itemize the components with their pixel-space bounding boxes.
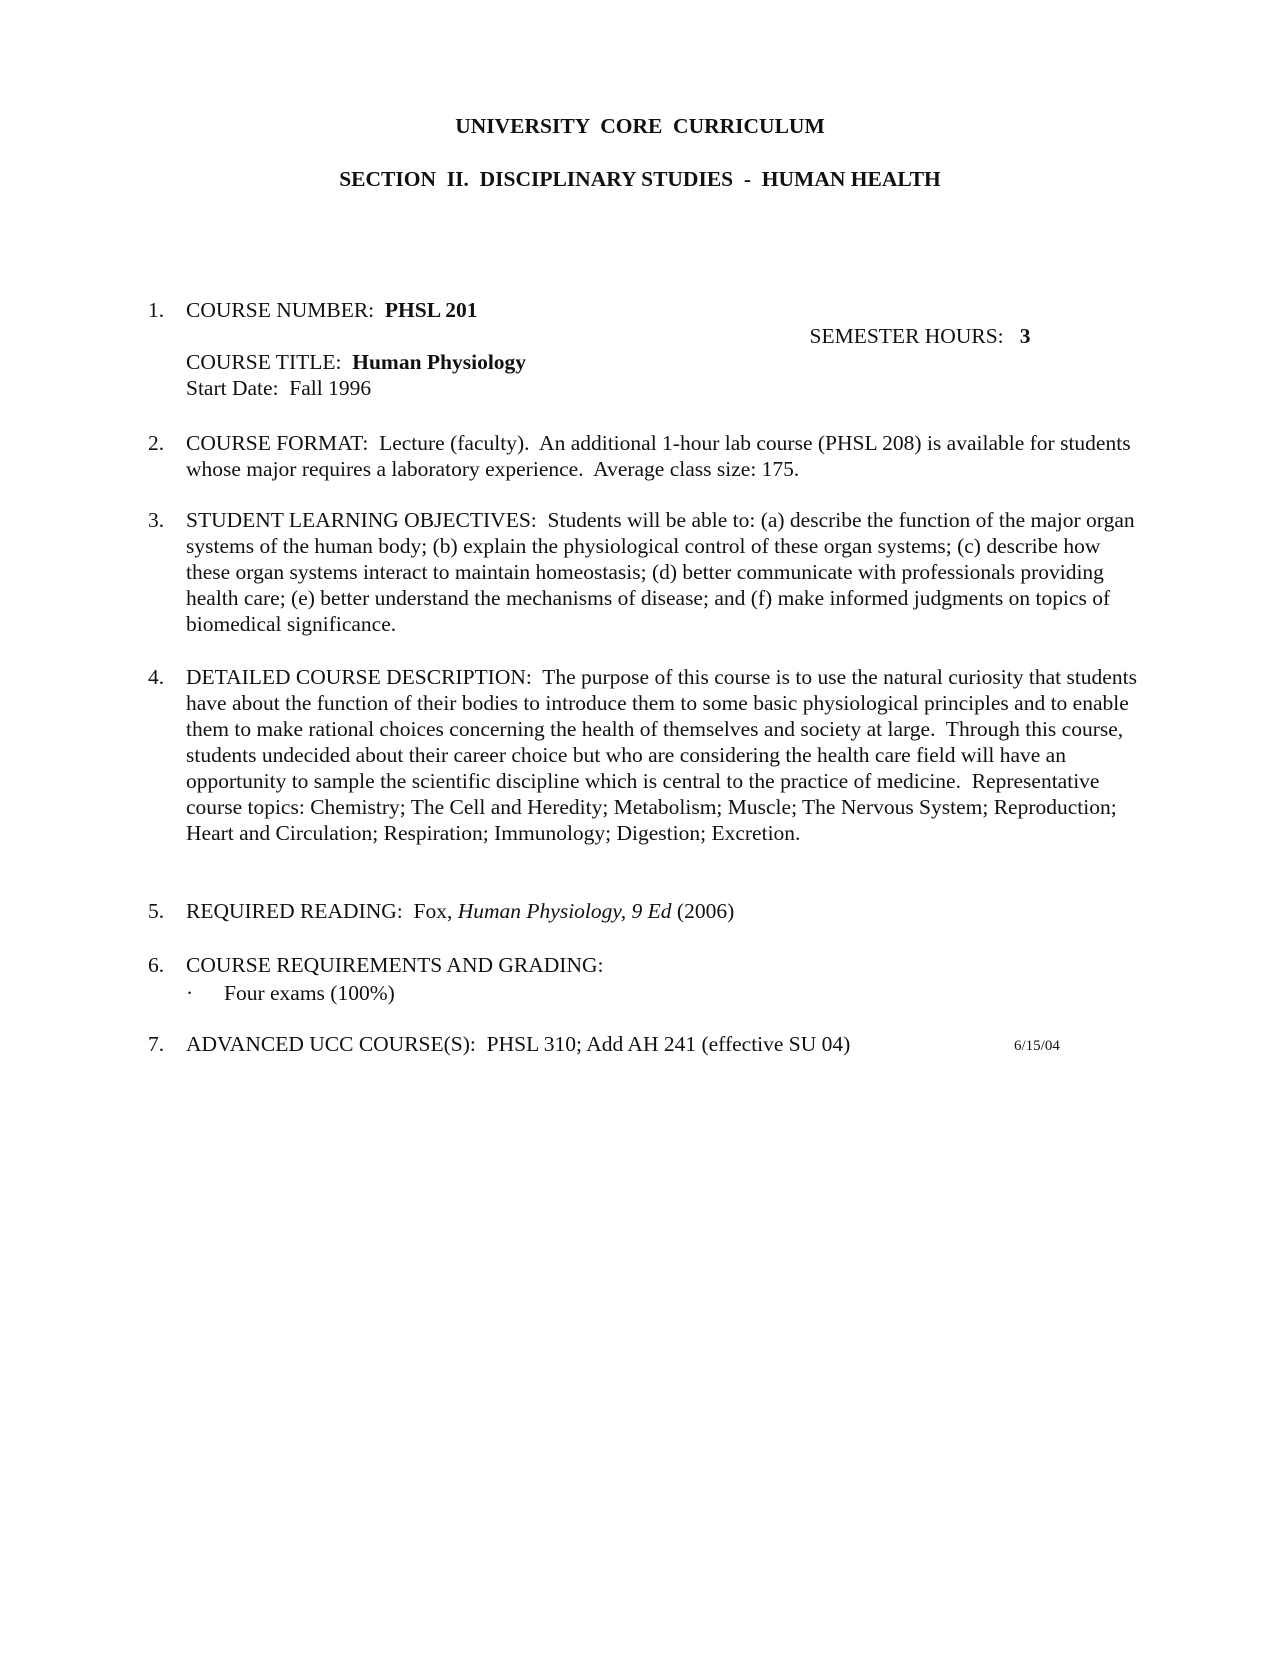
book-year: (2006) xyxy=(671,899,735,923)
item-number: 4. xyxy=(148,665,165,689)
course-format-text: COURSE FORMAT: Lecture (faculty). An additional 1-hour lab course (PHSL 208) is available for students whose major requires a laboratory experience. Average class size: 175. xyxy=(186,431,1136,481)
grading-bullet-text: Four exams (100%) xyxy=(224,981,395,1005)
grading-item xyxy=(148,952,1138,1006)
item-number: 3. xyxy=(148,508,165,532)
bullet-icon: · xyxy=(186,981,194,1005)
grading-label: COURSE REQUIREMENTS AND GRADING: xyxy=(186,953,604,977)
semester-hours-label: SEMESTER HOURS: xyxy=(809,324,1020,348)
advanced-courses-text: ADVANCED UCC COURSE(S): PHSL 310; Add AH 241 (effective SU 04) xyxy=(186,1032,851,1056)
section-title: SECTION II. DISCIPLINARY STUDIES - HUMAN HEALTH xyxy=(339,167,941,191)
document-title: UNIVERSITY CORE CURRICULUM xyxy=(455,114,825,138)
revision-date: 6/15/04 xyxy=(1014,1038,1060,1054)
course-description-text: DETAILED COURSE DESCRIPTION: The purpose of this course is to use the natural curiosity that students have about the function of their bodies to introduce them to some basic physiological principles and to enable them to make rational choices concerning the health of themselves and society at large. Through this course, students undecided about their career choice but who are considering the health care field will have an opportunity to sample the scientific discipline which is central to the practice of medicine. Representative course topics: Chemistry; The Cell and Heredity; Metabolism; Muscle; The Nervous System; Reproduction; Heart and Circulation; Respiration; Immunology; Digestion; Excretion. xyxy=(186,665,1143,845)
learning-objectives-text: STUDENT LEARNING OBJECTIVES: Students will be able to: (a) describe the function of the major organ systems of the human body; (b) explain the physiological control of these organ systems; (c) describe how these organ systems interact to maintain homeostasis; (d) better communicate with professionals providing health care; (e) better understand the mechanisms of disease; and (f) make informed judgments on topics of biomedical significance. xyxy=(186,508,1140,636)
advanced-courses-item xyxy=(148,1031,1138,1057)
book-title: Human Physiology, 9 Ed xyxy=(457,899,672,923)
semester-hours-value: 3 xyxy=(1019,324,1031,348)
item-number: 5. xyxy=(148,899,165,923)
item-number: 1. xyxy=(148,298,165,322)
learning-objectives-item xyxy=(148,507,1138,637)
course-number-label: COURSE NUMBER: xyxy=(186,298,385,322)
required-reading-item xyxy=(148,898,1138,924)
list-item xyxy=(186,980,1138,1006)
required-reading-text xyxy=(186,898,1138,924)
course-number-value: PHSL 201 xyxy=(384,298,478,322)
item-number: 2. xyxy=(148,431,165,455)
course-description-item xyxy=(148,664,1143,846)
required-reading-label: REQUIRED READING: Fox, xyxy=(186,899,458,923)
item-number: 7. xyxy=(148,1032,165,1056)
course-title-label: COURSE TITLE: xyxy=(186,350,353,374)
course-title-value: Human Physiology xyxy=(352,350,527,374)
item-number: 6. xyxy=(148,953,165,977)
start-date: Start Date: Fall 1996 xyxy=(186,376,372,400)
course-number-item xyxy=(148,297,1138,401)
semester-hours xyxy=(788,297,1031,375)
course-format-item xyxy=(148,430,1138,482)
